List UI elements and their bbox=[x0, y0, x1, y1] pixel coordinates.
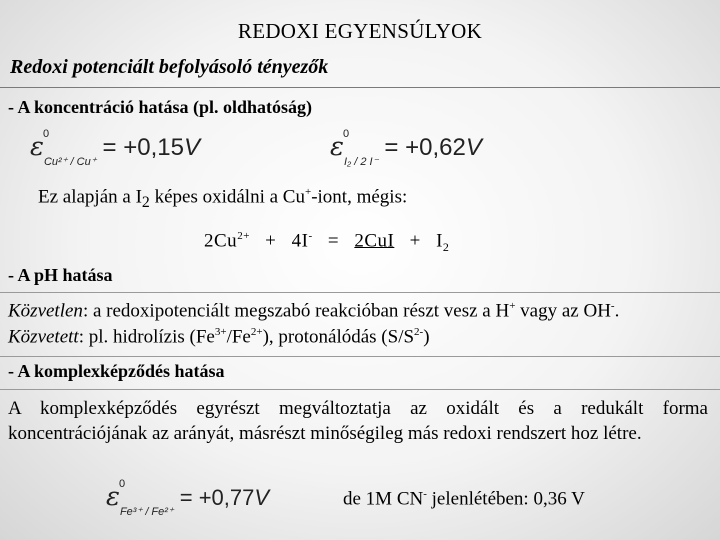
reaction-equation: $2Cu^{2+} + 4I^- = 2CuI + I_2$ bbox=[204, 230, 450, 255]
potential-unit: V bbox=[183, 134, 200, 161]
equation-cu-potential bbox=[30, 128, 200, 168]
redox-pair-subscript: I₂ / 2 I⁻ bbox=[343, 156, 379, 168]
standard-superscript: 0 bbox=[343, 128, 350, 140]
potential-unit: V bbox=[465, 134, 482, 161]
potential-value: = +0,15 bbox=[102, 134, 184, 161]
equation-iron-potential bbox=[106, 478, 270, 518]
section-complex-heading: - A komplexképződés hatása bbox=[8, 361, 225, 381]
redox-pair-subscript: Cu²⁺ / Cu⁺ bbox=[43, 156, 97, 168]
section-divider bbox=[0, 389, 720, 390]
section-concentration-heading: - A koncentráció hatása (pl. oldhatóság) bbox=[8, 97, 313, 117]
page-title: REDOXI EGYENSÚLYOK bbox=[237, 19, 483, 43]
cyanide-note: de 1M CN- jelenlétében: 0,36 V bbox=[343, 488, 585, 510]
direct-effect-line: Közvetlen: a redoxipotenciált megszabó reakcióban részt vesz a H+ vagy az OH-. bbox=[8, 300, 620, 322]
epsilon-symbol: ε bbox=[106, 482, 120, 512]
indirect-effect-line: Közvetett: pl. hidrolízis $(Fe^{3+}/Fe^{2+})$, protonálódás $(S/S^{2-})$ bbox=[8, 326, 430, 348]
equation-iodine-potential bbox=[330, 128, 482, 168]
standard-superscript: 0 bbox=[43, 128, 50, 140]
complex-paragraph: A komplexképződés egyrészt megváltoztatja az oxidált és a redukált forma koncentrációjának az arányát, másrészt minőségileg más redoxi rendszert hoz létre. bbox=[8, 398, 708, 444]
section-ph-heading: - A pH hatása bbox=[8, 265, 113, 285]
standard-superscript: 0 bbox=[119, 478, 126, 490]
epsilon-symbol: ε bbox=[330, 132, 344, 162]
potential-value: = +0,77 bbox=[179, 485, 255, 510]
oxidation-note: Ez alapján a $I_2$ képes oxidálni a Cu+-iont, mégis: bbox=[38, 186, 408, 212]
potential-value: = +0,62 bbox=[384, 134, 466, 161]
redox-pair-subscript: Fe³⁺ / Fe²⁺ bbox=[119, 506, 174, 518]
subtitle-divider bbox=[0, 87, 720, 88]
section-divider bbox=[0, 356, 720, 357]
precipitate-cui: 2CuI bbox=[354, 230, 395, 252]
subtitle: Redoxi potenciált befolyásoló tényezők bbox=[10, 56, 329, 78]
potential-unit: V bbox=[254, 485, 270, 510]
section-divider bbox=[0, 292, 720, 293]
epsilon-symbol: ε bbox=[30, 132, 44, 162]
